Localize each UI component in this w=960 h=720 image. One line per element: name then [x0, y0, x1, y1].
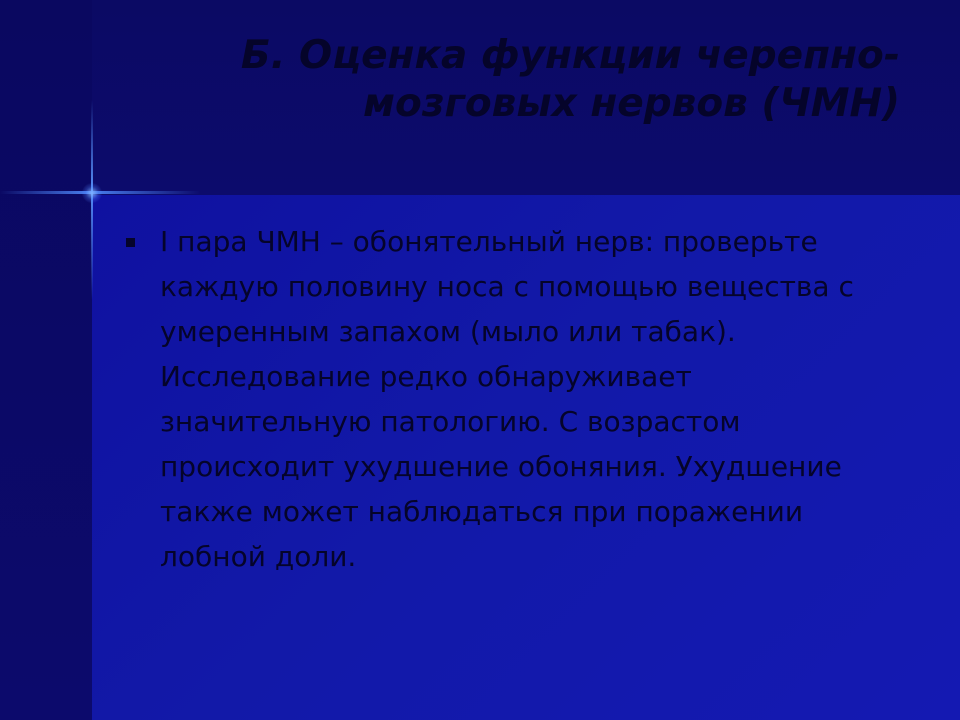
- left-strip: [0, 0, 92, 720]
- light-flare-glow: [82, 183, 102, 203]
- bullet-text: I пара ЧМН – обонятельный нерв: проверьте каждую половину носа с помощью вещества с умеренным запахом (мыло или табак). Исследование редко обнаруживает значительную патологию. С возрастом происходит ухудшение обоняния. Ухудшение также может наблюдаться при поражении лобной доли.: [160, 225, 854, 573]
- square-bullet-icon: [126, 238, 135, 247]
- bullet-list: [120, 219, 900, 579]
- bullet-item: [120, 219, 900, 579]
- slide-title: Б. Оценка функции черепно-мозговых нервов (ЧМН): [240, 33, 900, 126]
